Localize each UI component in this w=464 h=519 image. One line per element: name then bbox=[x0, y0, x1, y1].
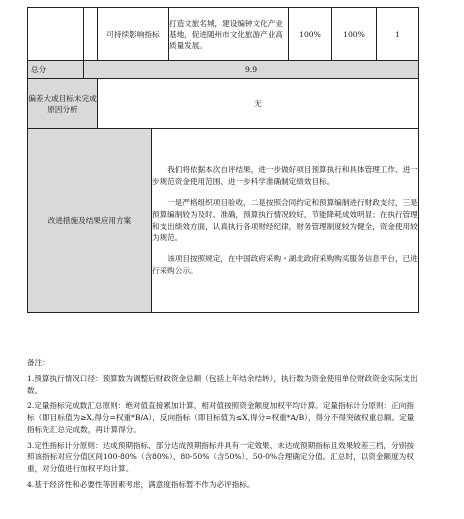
actual-value: 100% bbox=[332, 8, 377, 61]
measures-row bbox=[28, 129, 419, 313]
note-item: 1.预算执行情况口径：预算数为调整后财政资金总额（包括上年结余结转），执行数为资金使用单位财政资金实际支出数。 bbox=[27, 373, 418, 395]
measures-content bbox=[152, 129, 419, 313]
total-value: 9.9 bbox=[84, 61, 419, 79]
measures-paragraph: 一是严格组织项目验收，二是按照合同约定和预算编制进行财政支付，三是预算编制较为及时、准确，预算执行情况较好，节能降耗成效明显；在执行管理和支出绩效方面，认真执行各项财经纪律，财务管理制度较为健全，资金使用较为规范。 bbox=[152, 197, 418, 243]
measures-label: 改进措施及结果应用方案 bbox=[28, 129, 152, 313]
indicator-row bbox=[28, 8, 419, 61]
indicator-name: 可持续影响指标 bbox=[98, 8, 169, 61]
indicator-content: 打造文旅名城，建设编钟文化产业基地，促进随州市文化旅游产业高质量发展。 bbox=[169, 8, 289, 61]
notes-title: 备注： bbox=[27, 358, 50, 367]
deviation-row bbox=[28, 79, 419, 129]
deviation-value: 无 bbox=[98, 79, 419, 129]
target-value: 100% bbox=[289, 8, 332, 61]
measures-paragraph: 该项目按照规定，在中国政府采购・湖北政府采购购买服务信息平台，已进行采购公示。 bbox=[152, 254, 418, 275]
notes-section bbox=[27, 357, 420, 491]
blank-cell bbox=[84, 8, 98, 61]
deviation-label: 偏差大或目标未完成原因分析 bbox=[28, 79, 98, 129]
total-row bbox=[28, 61, 419, 79]
score-value: 1 bbox=[377, 8, 419, 61]
note-item: 3.定性指标计分原则：达成预期指标、部分达成预期指标并具有一定效果、未达成预期指标且效果较差三档，分别按照该指标对应分值区间100-80%（含80%）、80-50%（含50%）、50-0%合理确定分值。汇总时，以资金额度为权重，对分值进行加权平均计算。 bbox=[27, 440, 414, 474]
measures-paragraph: 我们将依据本次自评结果，进一步做好项目预算执行和具体管理工作、进一步规范资金使用范围、进一步科学准确制定绩效目标。 bbox=[152, 165, 418, 187]
blank-cell bbox=[28, 8, 84, 61]
evaluation-table bbox=[27, 7, 419, 313]
note-item: 4.基于经济性和必要性等因素考虑，满意度指标暂不作为必评指标。 bbox=[27, 479, 255, 489]
total-label: 总分 bbox=[28, 61, 84, 79]
note-item: 2.定量指标完成数汇总原则：绝对值直接累加计算，相对值按照资金额度加权平均计算。定量指标计分原则：正向指标（即目标值为≥X,得分=权重*B/A），反向指标（即目标值为≤X,得分=权重*A/B），得分不得突破权重总额。定量指标先汇总完成数，再计算得分。 bbox=[27, 401, 415, 434]
